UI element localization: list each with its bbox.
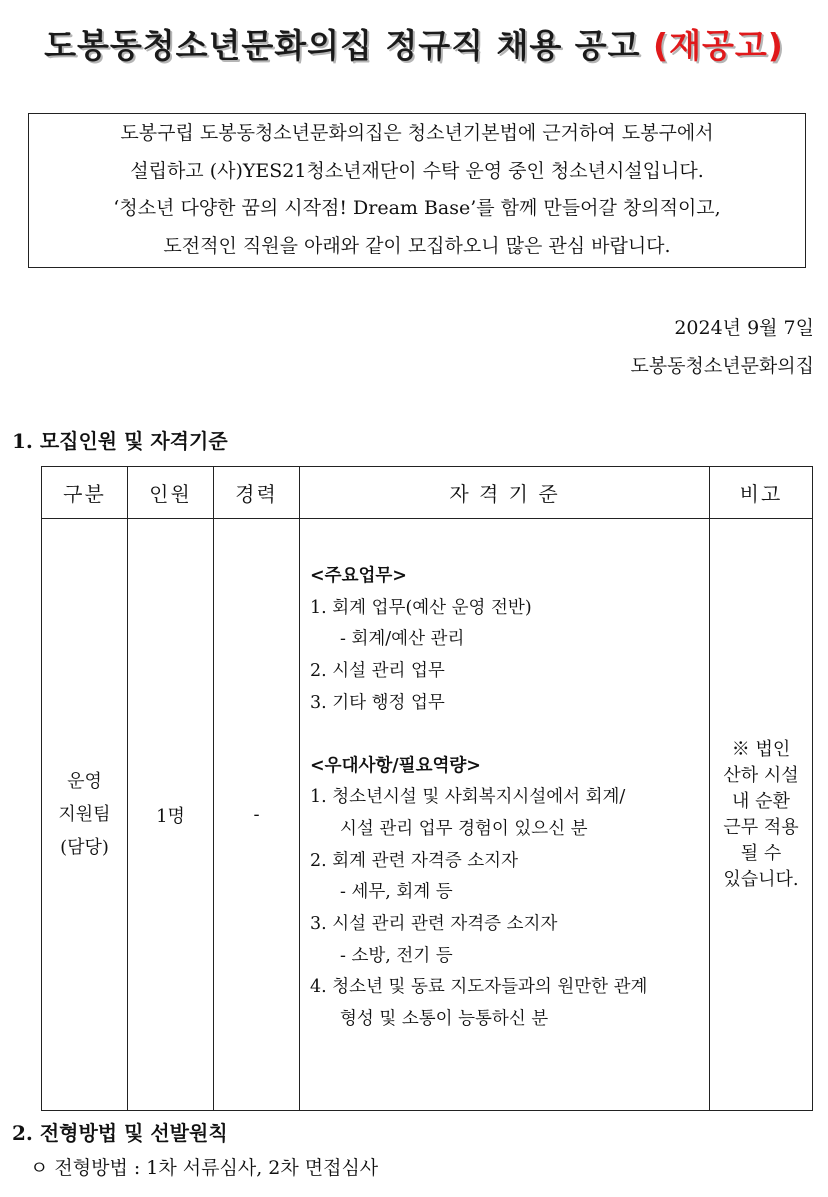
preference-subitem: - 소방, 전기 등 xyxy=(340,945,453,966)
header-category: 구분 xyxy=(42,467,128,519)
notice-date: 2024년 9월 7일 xyxy=(674,317,814,339)
preference-continuation: 시설 관리 업무 경험이 있으신 분 xyxy=(340,818,588,839)
intro-box xyxy=(28,113,806,268)
note-line: 산하 시설 xyxy=(723,764,799,786)
duty-item: 3. 기타 행정 업무 xyxy=(310,692,445,713)
intro-line: 도전적인 직원을 아래와 같이 모집하오니 많은 관심 바랍니다. xyxy=(163,234,671,257)
duty-subitem: - 회계/예산 관리 xyxy=(340,629,465,650)
note-line: 근무 적용 xyxy=(723,816,799,838)
header-criteria: 자 격 기 준 xyxy=(300,467,710,519)
category-line: (담당) xyxy=(60,837,109,858)
preference-item: 3. 시설 관리 관련 자격증 소지자 xyxy=(310,914,558,935)
preference-item: 1. 청소년시설 및 사회복지시설에서 회계/ xyxy=(310,787,626,808)
organization-name: 도봉동청소년문화의집 xyxy=(630,355,814,377)
spacer xyxy=(310,720,709,751)
duty-item: 2. 시설 관리 업무 xyxy=(310,661,445,682)
duties-heading: <주요업무> xyxy=(310,566,407,586)
cell-category xyxy=(42,519,128,1111)
page-title xyxy=(0,20,828,67)
note-line: 내 순환 xyxy=(732,790,790,812)
section1-heading: 1. 모집인원 및 자격기준 xyxy=(12,429,228,453)
duty-item: 1. 회계 업무(예산 운영 전반) xyxy=(310,597,532,618)
category-line: 지원팀 xyxy=(58,804,111,825)
header-note: 비고 xyxy=(710,467,813,519)
title-suffix: (재공고) xyxy=(653,26,784,65)
table-header-row xyxy=(42,467,813,519)
intro-line: 설립하고 (사)YES21청소년재단이 수탁 운영 중인 청소년시설입니다. xyxy=(130,159,704,182)
note-line: 있습니다. xyxy=(723,868,799,890)
requirements-table xyxy=(41,466,813,1111)
cell-criteria xyxy=(300,519,710,1111)
preference-item: 2. 회계 관련 자격증 소지자 xyxy=(310,850,518,871)
category-line: 운영 xyxy=(67,771,102,792)
note-line: ※ 법인 xyxy=(731,738,791,760)
preference-subitem: - 세무, 회계 등 xyxy=(340,882,453,903)
intro-line: 도봉구립 도봉동청소년문화의집은 청소년기본법에 근거하여 도봉구에서 xyxy=(120,122,714,144)
title-main: 도봉동청소년문화의집 정규직 채용 공고 xyxy=(44,26,641,65)
preferences-heading: <우대사항/필요역량> xyxy=(310,755,481,776)
preference-continuation: 형성 및 소통이 능통하신 분 xyxy=(340,1009,549,1030)
intro-line: ‘청소년 다양한 꿈의 시작점! Dream Base’를 함께 만들어갈 창의적이고, xyxy=(113,197,721,219)
note-line: 될 수 xyxy=(740,842,782,864)
cell-career: - xyxy=(214,519,300,1111)
header-career: 경력 xyxy=(214,467,300,519)
cell-count: 1명 xyxy=(128,519,214,1111)
section2-heading: 2. 전형방법 및 선발원칙 xyxy=(12,1121,228,1145)
table-row xyxy=(42,519,813,1111)
preference-item: 4. 청소년 및 동료 지도자들과의 원만한 관계 xyxy=(310,977,648,998)
header-count: 인원 xyxy=(128,467,214,519)
selection-method: ㅇ 전형방법 : 1차 서류심사, 2차 면접심사 xyxy=(30,1157,379,1179)
cell-note xyxy=(710,519,813,1111)
